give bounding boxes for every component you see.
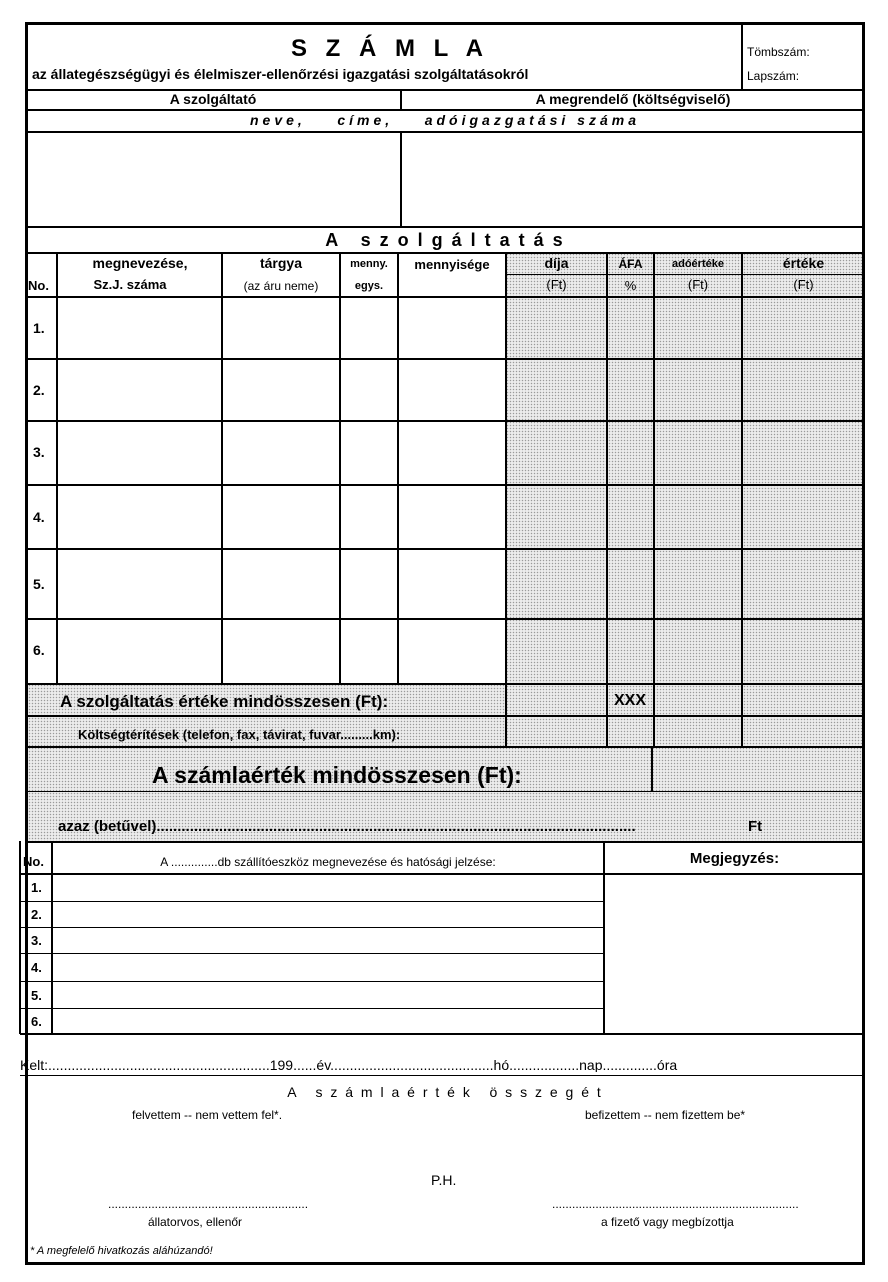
service-row-number: 4. — [33, 509, 45, 525]
signature-label-left: állatorvos, ellenőr — [148, 1215, 243, 1229]
service-row-number: 5. — [33, 576, 45, 592]
vehicle-header: A ..............db szállítóeszköz megnevezése és hatósági jelzése: — [160, 855, 496, 869]
col-unit-header-2: egys. — [354, 280, 384, 292]
provider-label: A szolgáltató — [169, 91, 257, 107]
costs-label: Költségtérítések (telefon, fax, távirat, fuvar.........km): — [78, 727, 401, 742]
signature-line-right[interactable]: .......................................................................... — [552, 1197, 799, 1211]
service-col-line — [397, 252, 399, 683]
payment-statement: A s z á m l a é r t é k ö s s z e g é t — [287, 1084, 603, 1100]
service-col-line — [653, 252, 655, 747]
col-subject-header-2: (az áru neme) — [243, 279, 319, 293]
vehicle-row-number: 6. — [31, 1014, 42, 1029]
service-title-line — [25, 252, 865, 254]
col-tax-header-2: (Ft) — [687, 277, 709, 292]
col-unit-header-1: menny. — [350, 258, 388, 270]
vehicle-row-line — [20, 901, 604, 902]
currency-label: Ft — [748, 818, 763, 835]
service-row-line — [25, 358, 865, 360]
vehicle-row-line — [20, 953, 604, 954]
header-bottom-line — [25, 89, 865, 91]
vehicle-row-number: 2. — [31, 907, 42, 922]
vehicle-row-line — [20, 927, 604, 928]
service-col-line — [339, 252, 341, 683]
paid-option: befizettem -- nem fizettem be* — [585, 1108, 746, 1122]
vehicle-row-line — [20, 981, 604, 982]
amount-in-words[interactable]: azaz (betűvel)................................................................................................................... — [58, 819, 636, 834]
vehicle-row-number: 5. — [31, 988, 42, 1003]
service-col-line — [606, 252, 608, 747]
col-vat-header-2: % — [624, 278, 637, 293]
vehicle-no-divider — [51, 841, 53, 1034]
customer-label: A megrendelő (költségviselő) — [535, 91, 731, 107]
parties-bottom-line — [25, 226, 865, 228]
invoice-total-divider — [651, 747, 653, 791]
col-fee-header-1: díja — [544, 255, 569, 271]
service-row-number: 6. — [33, 642, 45, 658]
vehicle-row-number: 3. — [31, 933, 42, 948]
col-name-header-1: megnevezése, — [92, 255, 188, 271]
tombszam-label: Tömbszám: — [747, 45, 810, 59]
col-qty-header: mennyisége — [414, 257, 490, 272]
service-row-line — [25, 618, 865, 620]
vehicle-row-number: 4. — [31, 960, 42, 975]
invoice-total-bottom-line — [25, 841, 865, 843]
col-subject-header-1: tárgya — [259, 255, 303, 271]
date-line[interactable]: Kelt:.........................................................199......év..........................................hó..................nap..............óra — [20, 1058, 678, 1072]
parties-header-divider — [400, 89, 402, 109]
fee-header-midline — [506, 274, 865, 275]
col-name-header-2: Sz.J. száma — [93, 277, 167, 292]
service-header-line — [25, 296, 865, 298]
service-section-title: A s z o l g á l t a t á s — [325, 230, 565, 250]
service-row-number: 1. — [33, 320, 45, 336]
vehicle-no-header: No. — [23, 854, 44, 869]
invoice-title: S Z Á M L A — [291, 35, 489, 62]
received-option: felvettem -- nem vettem fel*. — [132, 1108, 283, 1122]
service-col-line — [56, 252, 58, 683]
service-row-line — [25, 420, 865, 422]
col-value-header-2: (Ft) — [793, 277, 814, 292]
col-vat-header-1: ÁFA — [618, 257, 643, 271]
col-value-header-1: értéke — [782, 255, 825, 271]
costs-line — [25, 746, 865, 748]
fields-caption: neve, címe, adóigazgatási száma — [250, 112, 640, 128]
vehicle-row-number: 1. — [31, 880, 42, 895]
invoice-subtitle: az állategészségügyi és élelmiszer-ellenőrzési igazgatási szolgáltatásokról — [32, 66, 529, 82]
service-col-line — [505, 252, 507, 747]
invoice-total-midline — [25, 791, 865, 792]
service-total-line — [25, 715, 865, 717]
parties-header-line — [25, 109, 865, 111]
service-table-bottom-line — [25, 683, 865, 685]
col-fee-header-2: (Ft) — [546, 277, 567, 292]
service-row-number: 3. — [33, 444, 45, 460]
provider-details-field[interactable] — [27, 133, 399, 225]
signature-label-right: a fizető vagy megbízottja — [601, 1215, 734, 1229]
notes-field[interactable] — [605, 875, 863, 1032]
signature-line-left[interactable]: ............................................................ — [108, 1197, 309, 1211]
service-row-number: 2. — [33, 382, 45, 398]
service-total-label: A szolgáltatás értéke mindösszesen (Ft): — [60, 692, 389, 711]
vehicle-bottom-line — [20, 1033, 865, 1035]
service-total-vat: XXX — [613, 692, 646, 709]
service-col-line — [221, 252, 223, 683]
notes-header: Megjegyzés: — [689, 850, 780, 867]
official-stamp-label: P.H. — [431, 1172, 457, 1188]
header-divider — [741, 22, 743, 89]
customer-details-field[interactable] — [402, 133, 863, 225]
col-no-header: No. — [28, 278, 49, 293]
service-row-line — [25, 548, 865, 550]
vehicle-left-border — [19, 841, 21, 1034]
invoice-total-label: A számlaérték mindösszesen (Ft): — [152, 762, 522, 788]
col-tax-header-1: adóértéke — [672, 258, 724, 270]
footnote: * A megfelelő hivatkozás aláhúzandó! — [30, 1245, 213, 1257]
date-line-rule — [20, 1075, 865, 1076]
lapszam-label: Lapszám: — [747, 69, 800, 83]
vehicle-row-line — [20, 1008, 604, 1009]
service-row-line — [25, 484, 865, 486]
service-col-line — [741, 252, 743, 747]
